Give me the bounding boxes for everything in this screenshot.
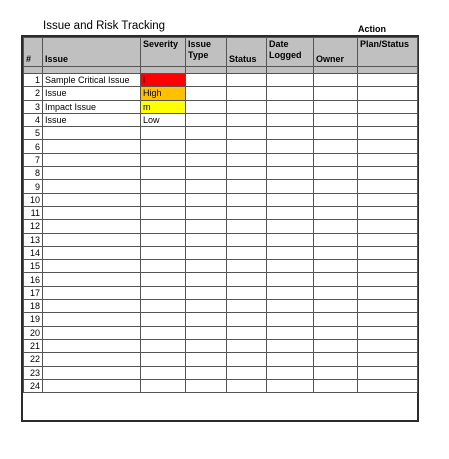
cell-owner[interactable] [314,233,358,246]
cell-issue-type[interactable] [186,100,227,113]
action-header-top: Action [358,24,386,34]
cell-owner[interactable] [314,87,358,100]
cell-issue-type[interactable] [186,87,227,100]
cell-date-logged[interactable] [267,286,314,299]
cell-issue[interactable] [43,180,141,193]
cell-date-logged[interactable] [267,246,314,259]
header-spacer-row [24,67,418,74]
cell-issue[interactable] [43,326,141,339]
cell-num[interactable]: 10 [24,193,43,206]
cell-num[interactable]: 12 [24,220,43,233]
cell-num[interactable]: 18 [24,300,43,313]
header-action-plan: Plan/Status [358,38,418,67]
cell-owner[interactable] [314,153,358,166]
table-row [24,87,418,100]
table-row [24,193,418,206]
cell-num[interactable]: 13 [24,233,43,246]
header-date-logged: Date Logged [267,38,314,67]
cell-action-plan[interactable] [358,366,418,379]
cell-date-logged[interactable] [267,273,314,286]
page-title: Issue and Risk Tracking [43,20,166,32]
cell-severity[interactable] [141,220,186,233]
cell-issue-type[interactable] [186,153,227,166]
cell-issue[interactable] [43,140,141,153]
cell-issue[interactable] [43,233,141,246]
table-row [24,260,418,273]
cell-date-logged[interactable] [267,379,314,392]
tracking-sheet [21,35,419,422]
cell-owner[interactable] [314,100,358,113]
cell-issue-type[interactable] [186,300,227,313]
cell-status[interactable] [227,140,267,153]
cell-issue-type[interactable] [186,286,227,299]
cell-issue[interactable] [43,260,141,273]
cell-num[interactable]: 9 [24,180,43,193]
cell-issue-type[interactable] [186,273,227,286]
cell-issue-type[interactable] [186,353,227,366]
cell-action-plan[interactable] [358,286,418,299]
cell-num[interactable]: 11 [24,206,43,219]
cell-owner[interactable] [314,167,358,180]
cell-owner[interactable] [314,313,358,326]
cell-owner[interactable] [314,286,358,299]
cell-severity[interactable] [141,167,186,180]
cell-num[interactable]: 6 [24,140,43,153]
cell-num[interactable]: 5 [24,127,43,140]
cell-num[interactable]: 2 [24,87,43,100]
cell-status[interactable] [227,313,267,326]
cell-owner[interactable] [314,193,358,206]
cell-action-plan[interactable] [358,167,418,180]
cell-date-logged[interactable] [267,353,314,366]
cell-issue-type[interactable] [186,193,227,206]
cell-action-plan[interactable] [358,326,418,339]
cell-issue[interactable] [43,193,141,206]
cell-issue[interactable]: Sample Critical Issue [43,74,141,87]
cell-date-logged[interactable] [267,193,314,206]
cell-severity[interactable] [141,313,186,326]
cell-num[interactable]: 8 [24,167,43,180]
cell-action-plan[interactable] [358,127,418,140]
cell-date-logged[interactable] [267,220,314,233]
table-row [24,326,418,339]
cell-action-plan[interactable] [358,233,418,246]
cell-action-plan[interactable] [358,100,418,113]
cell-action-plan[interactable] [358,193,418,206]
cell-severity[interactable] [141,206,186,219]
cell-action-plan[interactable] [358,379,418,392]
cell-status[interactable] [227,206,267,219]
cell-issue-type[interactable] [186,246,227,259]
cell-owner[interactable] [314,220,358,233]
cell-issue-type[interactable] [186,326,227,339]
cell-issue[interactable] [43,300,141,313]
cell-severity[interactable] [141,300,186,313]
cell-action-plan[interactable] [358,220,418,233]
cell-date-logged[interactable] [267,233,314,246]
cell-action-plan[interactable] [358,140,418,153]
cell-issue[interactable]: Impact Issue [43,100,141,113]
cell-issue-type[interactable] [186,233,227,246]
cell-action-plan[interactable] [358,74,418,87]
cell-issue-type[interactable] [186,366,227,379]
cell-issue-type[interactable] [186,140,227,153]
cell-severity[interactable] [141,193,186,206]
cell-issue-type[interactable] [186,167,227,180]
cell-issue[interactable] [43,286,141,299]
header-issue: Issue [43,38,141,67]
cell-owner[interactable] [314,246,358,259]
cell-issue-type[interactable] [186,74,227,87]
cell-status[interactable] [227,193,267,206]
cell-issue[interactable] [43,153,141,166]
cell-owner[interactable] [314,140,358,153]
cell-status[interactable] [227,167,267,180]
cell-issue[interactable] [43,167,141,180]
cell-severity[interactable]: l [141,74,186,87]
table-row [24,353,418,366]
cell-action-plan[interactable] [358,180,418,193]
cell-owner[interactable] [314,74,358,87]
header-severity: Severity [141,38,186,67]
table-row [24,233,418,246]
table-row [24,206,418,219]
cell-issue[interactable] [43,313,141,326]
cell-action-plan[interactable] [358,300,418,313]
cell-status[interactable] [227,273,267,286]
cell-issue-type[interactable] [186,379,227,392]
cell-num[interactable]: 24 [24,379,43,392]
cell-severity[interactable] [141,339,186,352]
cell-num[interactable]: 4 [24,113,43,126]
cell-issue-type[interactable] [186,127,227,140]
cell-num[interactable]: 7 [24,153,43,166]
issue-table-body [24,38,418,393]
cell-status[interactable] [227,286,267,299]
cell-issue-type[interactable] [186,113,227,126]
cell-num[interactable]: 22 [24,353,43,366]
cell-severity[interactable] [141,246,186,259]
table-row [24,246,418,259]
cell-owner[interactable] [314,379,358,392]
cell-status[interactable] [227,233,267,246]
cell-issue[interactable] [43,206,141,219]
cell-date-logged[interactable] [267,339,314,352]
cell-date-logged[interactable] [267,180,314,193]
cell-severity[interactable]: High [141,87,186,100]
cell-date-logged[interactable] [267,260,314,273]
cell-status[interactable] [227,113,267,126]
cell-date-logged[interactable] [267,74,314,87]
cell-owner[interactable] [314,339,358,352]
cell-issue[interactable] [43,273,141,286]
table-row [24,220,418,233]
table-row [24,300,418,313]
cell-issue[interactable] [43,220,141,233]
cell-severity[interactable] [141,260,186,273]
table-row [24,127,418,140]
cell-action-plan[interactable] [358,206,418,219]
cell-severity[interactable] [141,353,186,366]
cell-status[interactable] [227,300,267,313]
cell-severity[interactable] [141,273,186,286]
cell-owner[interactable] [314,127,358,140]
cell-owner[interactable] [314,113,358,126]
cell-action-plan[interactable] [358,246,418,259]
cell-action-plan[interactable] [358,353,418,366]
cell-date-logged[interactable] [267,326,314,339]
cell-num[interactable]: 16 [24,273,43,286]
cell-num[interactable]: 20 [24,326,43,339]
cell-status[interactable] [227,127,267,140]
cell-issue-type[interactable] [186,206,227,219]
cell-status[interactable] [227,153,267,166]
cell-severity[interactable] [141,127,186,140]
cell-num[interactable]: 23 [24,366,43,379]
cell-num[interactable]: 17 [24,286,43,299]
cell-action-plan[interactable] [358,313,418,326]
table-row [24,366,418,379]
cell-date-logged[interactable] [267,366,314,379]
cell-action-plan[interactable] [358,339,418,352]
table-row [24,113,418,126]
cell-issue[interactable]: Issue [43,113,141,126]
cell-owner[interactable] [314,300,358,313]
cell-action-plan[interactable] [358,113,418,126]
table-row [24,313,418,326]
table-row [24,153,418,166]
cell-owner[interactable] [314,353,358,366]
cell-severity[interactable]: m [141,100,186,113]
cell-num[interactable]: 14 [24,246,43,259]
issue-table [23,37,418,393]
cell-date-logged[interactable] [267,300,314,313]
table-row [24,167,418,180]
cell-issue-type[interactable] [186,339,227,352]
cell-date-logged[interactable] [267,153,314,166]
cell-severity[interactable] [141,366,186,379]
cell-status[interactable] [227,379,267,392]
cell-owner[interactable] [314,366,358,379]
cell-severity[interactable]: Low [141,113,186,126]
cell-date-logged[interactable] [267,167,314,180]
cell-severity[interactable] [141,326,186,339]
cell-date-logged[interactable] [267,313,314,326]
cell-num[interactable]: 19 [24,313,43,326]
header-owner: Owner [314,38,358,67]
cell-status[interactable] [227,366,267,379]
cell-status[interactable] [227,246,267,259]
cell-action-plan[interactable] [358,153,418,166]
cell-severity[interactable] [141,286,186,299]
cell-num[interactable]: 1 [24,74,43,87]
cell-issue[interactable] [43,366,141,379]
cell-date-logged[interactable] [267,206,314,219]
cell-issue[interactable]: Issue [43,87,141,100]
cell-date-logged[interactable] [267,113,314,126]
cell-owner[interactable] [314,180,358,193]
header-issue-type: Issue Type [186,38,227,67]
cell-action-plan[interactable] [358,260,418,273]
header-status: Status [227,38,267,67]
cell-num[interactable]: 3 [24,100,43,113]
cell-owner[interactable] [314,206,358,219]
cell-issue[interactable] [43,246,141,259]
cell-status[interactable] [227,353,267,366]
table-row [24,339,418,352]
table-row [24,74,418,87]
cell-issue-type[interactable] [186,260,227,273]
cell-date-logged[interactable] [267,127,314,140]
cell-date-logged[interactable] [267,140,314,153]
table-row [24,140,418,153]
table-row [24,180,418,193]
cell-severity[interactable] [141,233,186,246]
cell-severity[interactable] [141,153,186,166]
cell-issue-type[interactable] [186,220,227,233]
cell-date-logged[interactable] [267,100,314,113]
table-row [24,273,418,286]
cell-issue[interactable] [43,127,141,140]
header-num: # [24,38,43,67]
cell-date-logged[interactable] [267,87,314,100]
cell-num[interactable]: 21 [24,339,43,352]
cell-status[interactable] [227,260,267,273]
cell-severity[interactable] [141,379,186,392]
cell-owner[interactable] [314,273,358,286]
cell-severity[interactable] [141,140,186,153]
table-row [24,100,418,113]
cell-issue[interactable] [43,353,141,366]
header-row [24,38,418,67]
cell-issue-type[interactable] [186,313,227,326]
cell-issue-type[interactable] [186,180,227,193]
cell-issue[interactable] [43,379,141,392]
cell-status[interactable] [227,326,267,339]
cell-action-plan[interactable] [358,273,418,286]
cell-status[interactable] [227,87,267,100]
cell-issue[interactable] [43,339,141,352]
cell-status[interactable] [227,180,267,193]
cell-action-plan[interactable] [358,87,418,100]
cell-status[interactable] [227,220,267,233]
cell-num[interactable]: 15 [24,260,43,273]
cell-severity[interactable] [141,180,186,193]
cell-owner[interactable] [314,326,358,339]
cell-status[interactable] [227,100,267,113]
table-row [24,286,418,299]
cell-status[interactable] [227,74,267,87]
table-row [24,379,418,392]
cell-status[interactable] [227,339,267,352]
cell-owner[interactable] [314,260,358,273]
